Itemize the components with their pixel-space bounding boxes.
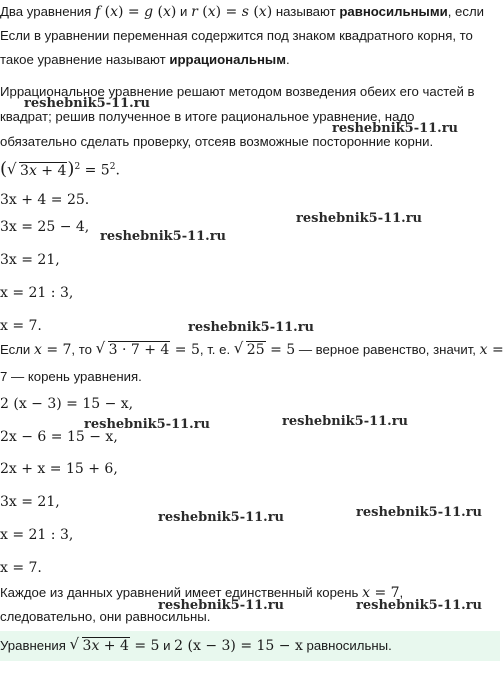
equation-step-4: x = 21 : 3, — [0, 285, 74, 301]
method-line-2: квадрат; решив полученное в итоге рациональное уравнение, надо — [0, 109, 415, 124]
definition-line-2: Если в уравнении переменная содержится под знаком квадратного корня, то — [0, 28, 473, 43]
equation2-step-1: 2 (x − 3) = 15 − x, — [0, 396, 134, 412]
equation2-step-2: 2x − 6 = 15 − x, — [0, 429, 118, 445]
watermark: reshebnik5-11.ru — [24, 96, 151, 111]
watermark: reshebnik5-11.ru — [158, 598, 285, 613]
term-equivalent: равносильными — [339, 4, 448, 19]
equation-step-1: 3x + 4 = 25. — [0, 192, 90, 208]
equation-step-2: 3x = 25 − 4, — [0, 219, 90, 235]
answer-box: Уравнения √ 3x + 4 = 5 и 2 (x − 3) = 15 − x равносильны. — [0, 631, 500, 661]
equation2-step-6: x = 7. — [0, 560, 42, 576]
check-line-1: Если x = 7, то √ 3 · 7 + 4 = 5, т. е. √ 25 = 5 — верное равенство, значит, x = — [0, 339, 504, 358]
definition-line-3: такое уравнение называют иррациональным. — [0, 52, 290, 67]
answer-equation-2: 2 (x − 3) = 15 − x — [174, 638, 303, 654]
equation-step-5: x = 7. — [0, 318, 42, 334]
method-line-1: Иррациональное уравнение решают методом возведения обеих его частей в — [0, 84, 475, 99]
answer-sqrt-3x-plus-4: √ 3x + 4 — [69, 635, 129, 654]
math-f-eq-g: f (x) = g (x) — [94, 4, 177, 20]
sqrt-25: √ 25 — [233, 339, 265, 358]
watermark: reshebnik5-11.ru — [282, 414, 409, 429]
watermark: reshebnik5-11.ru — [356, 505, 483, 520]
watermark: reshebnik5-11.ru — [332, 121, 459, 136]
term-irrational: иррациональным — [169, 52, 286, 67]
equation-step-3: 3x = 21, — [0, 252, 60, 268]
equation2-step-4: 3x = 21, — [0, 494, 60, 510]
method-line-3: обязательно сделать проверку, отсеяв возможные посторонние корни. — [0, 134, 434, 149]
equation2-step-5: x = 21 : 3, — [0, 527, 74, 543]
sqrt-3-times-7-plus-4: √ 3 · 7 + 4 — [95, 339, 170, 358]
watermark: reshebnik5-11.ru — [188, 320, 315, 335]
sqrt-3x-plus-4: √ 3x + 4 — [7, 159, 67, 179]
equation2-step-3: 2x + x = 15 + 6, — [0, 461, 118, 477]
watermark: reshebnik5-11.ru — [158, 510, 285, 525]
math-r-eq-s: r (x) = s (x) — [191, 4, 273, 20]
conclusion-line-2: следовательно, они равносильны. — [0, 609, 211, 624]
conclusion-line-1: Каждое из данных уравнений имеет единственный корень x = 7, — [0, 585, 404, 601]
check-line-2: 7 — корень уравнения. — [0, 369, 142, 384]
watermark: reshebnik5-11.ru — [356, 598, 483, 613]
watermark: reshebnik5-11.ru — [84, 417, 211, 432]
watermark: reshebnik5-11.ru — [100, 229, 227, 244]
watermark: reshebnik5-11.ru — [296, 211, 423, 226]
equation-squared: ( √ $3x + 4)^2 = 5^2$. — [0, 158, 120, 180]
definition-line-1: Два уравнения f (x) = g (x) и r (x) = s (x) называют равносильными, если — [0, 4, 485, 20]
